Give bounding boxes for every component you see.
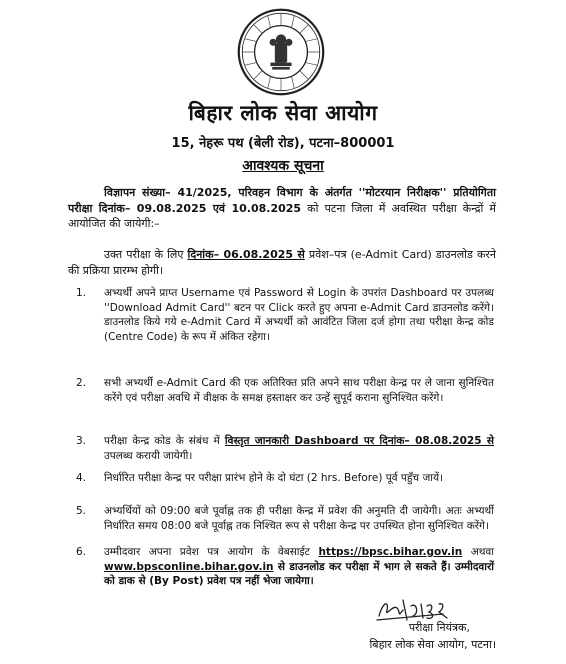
item-text: अभ्यर्थियों को 09:00 बजे पूर्वाह्न तक ही परीक्षा केन्द्र में प्रवेश की अनुमति दी जायेगी। अतः अभ्यर्थी निर्धारित समय 08:00 बजे पूर्वाह्न तक निश्चित रूप से परीक्षा केन्द्र पर उपस्थित होना सुनिश्चित करेंगे। (104, 505, 494, 532)
notice-heading (0, 156, 566, 175)
para2-text-b: प्रवेश–पत्र (e-Admit Card) डाउनलोड करने की प्रक्रिया प्रारम्भ होगी। (68, 248, 496, 277)
signatory-designation: परीक्षा नियंत्रक, (408, 621, 470, 634)
item-number: 4. (76, 472, 87, 484)
para2-text-a: उक्त परीक्षा के लिए (104, 248, 188, 261)
item-text (104, 434, 494, 463)
download-start-date: दिनांक– 06.08.2025 से (187, 248, 305, 261)
item6-text-c: से डाउनलोड कर परीक्षा में भाग ले सकते हैं। उम्मीदवारों को डाक से (By Post) प्रवेश पत्र नहीं भेजा जायेगा। (104, 560, 494, 587)
item3-text-a: परीक्षा केन्द्र कोड के संबंध में (104, 435, 225, 447)
item3-text-b: उपलब्ध करायी जायेगी। (104, 449, 193, 462)
bpsc-online-link[interactable]: www.bpsconline.bihar.gov.in (104, 560, 274, 573)
item6-text-a: उम्मीदवार अपना प्रवेश पत्र आयोग के वेबसाईट (104, 546, 319, 558)
para1-text-c: को पटना जिला में अवस्थित परीक्षा केन्द्रों में आयोजित की जायेगी:– (68, 201, 496, 230)
item-number: 3. (76, 435, 87, 447)
item-text: सभी अभ्यर्थी e-Admit Card की एक अतिरिक्त प्रति अपने साथ परीक्षा केन्द्र पर ले जाना सुनिश्चित करेंगे एवं परीक्षा अवधि में वीक्षक के समक्ष हस्ताक्षर कर उन्हें सुपूर्द कराना सुनिश्चित करेंगे। (104, 377, 494, 404)
organization-title: बिहार लोक सेवा आयोग (188, 100, 378, 125)
organization-address: 15, नेहरू पथ (बेली रोड), पटना–800001 (171, 136, 395, 151)
item-number: 6. (76, 546, 87, 558)
notice-heading-text: आवश्यक सूचना (242, 158, 324, 174)
item-number: 5. (76, 505, 87, 517)
exam-date-1: 09.08.2025 (136, 201, 207, 215)
para1-text-b: एवं (206, 201, 232, 215)
item-text (104, 545, 494, 589)
item-text: निर्धारित परीक्षा केन्द्र पर परीक्षा प्रारंभ होने के दो घंटा (2 hrs. Before) पूर्व पहुँच जायें। (104, 472, 444, 484)
admit-card-paragraph (68, 247, 496, 278)
advertisement-paragraph (68, 185, 496, 232)
bpsc-website-link[interactable]: https://bpsc.bihar.gov.in (318, 546, 463, 558)
exam-date-2: 10.08.2025 (231, 201, 302, 215)
item6-text-b: अथवा (462, 546, 494, 558)
signatory-organization: बिहार लोक सेवा आयोग, पटना। (369, 638, 496, 651)
item-number: 1. (76, 287, 87, 299)
item-text: अभ्यर्थी अपने प्राप्त Username एवं Password से Login के उपरांत Dashboard पर उपलब्ध ''Download Admit Card'' बटन पर Click करते हुए अपना e-Admit Card डाउनलोड करेंगे। डाउनलोड किये गये e-Admit Card में अभ्यर्थी को आवंटित जिला दर्ज होगा तथा परीक्षा केन्द्र कोड (Centre Code) के रूप में अंकित रहेगा। (104, 287, 494, 343)
bpsc-seal-emblem-icon (237, 8, 325, 96)
para1-text-a: विज्ञापन संख्या– 41/2025, परिवहन विभाग के अंतर्गत ''मोटरयान निरीक्षक'' प्रतियोगिता परीक्षा दिनांक– (68, 186, 496, 215)
dashboard-date-info: विस्तृत जानकारी Dashboard पर दिनांक– 08.08.2025 से (224, 435, 494, 447)
item-number: 2. (76, 377, 87, 389)
